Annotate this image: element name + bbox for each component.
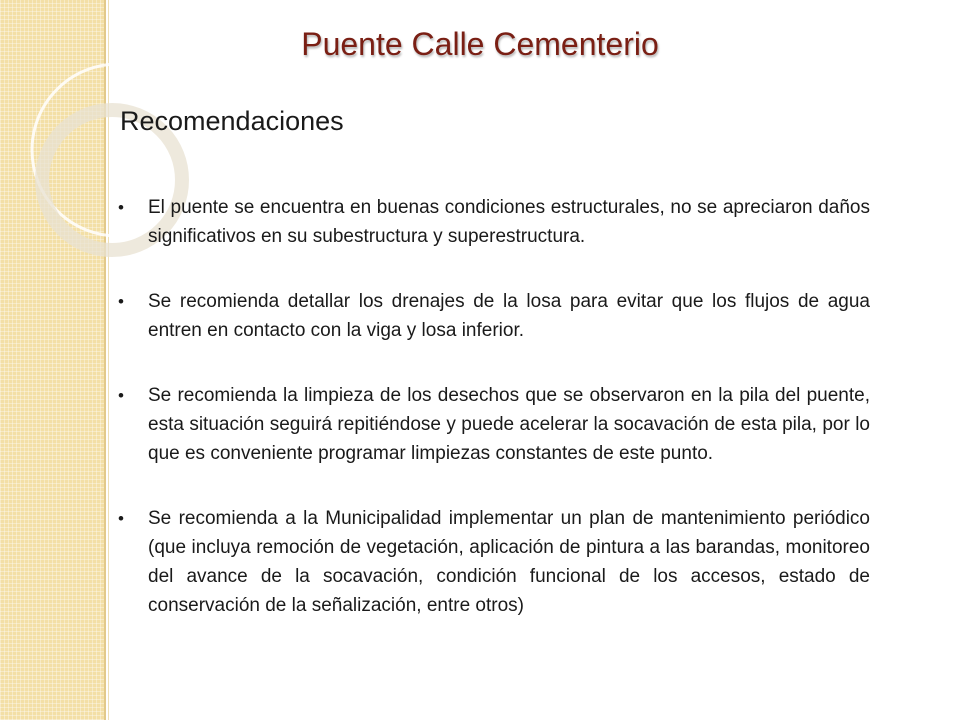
slide-subtitle: Recomendaciones: [120, 106, 344, 136]
bullet-icon: •: [118, 386, 124, 405]
bullet-icon: •: [118, 509, 124, 528]
bullet-icon: •: [118, 292, 124, 311]
list-item: [116, 381, 870, 468]
list-item: [116, 287, 870, 345]
list-item: [116, 193, 870, 251]
slide-title: Puente Calle Cementerio: [301, 26, 659, 62]
bullet-text: Se recomienda a la Municipalidad implementar un plan de mantenimiento periódico (que incluya remoción de vegetación, aplicación de pintura a las barandas, monitoreo del avance de la socavación, condición funcional de los accesos, estado de conservación de la señalización, entre otros): [148, 508, 870, 616]
bullet-text: Se recomienda detallar los drenajes de la losa para evitar que los flujos de agua entren en contacto con la viga y losa inferior.: [148, 291, 870, 341]
bullet-text: El puente se encuentra en buenas condiciones estructurales, no se apreciaron daños significativos en su subestructura y superestructura.: [148, 197, 870, 247]
bullet-text: Se recomienda la limpieza de los desechos que se observaron en la pila del puente, esta situación seguirá repitiéndose y puede acelerar la socavación de esta pila, por lo que es conveniente programar limpiezas constantes de este punto.: [148, 385, 870, 464]
recommendations-list: [116, 193, 870, 656]
bullet-icon: •: [118, 198, 124, 217]
list-item: [116, 504, 870, 620]
